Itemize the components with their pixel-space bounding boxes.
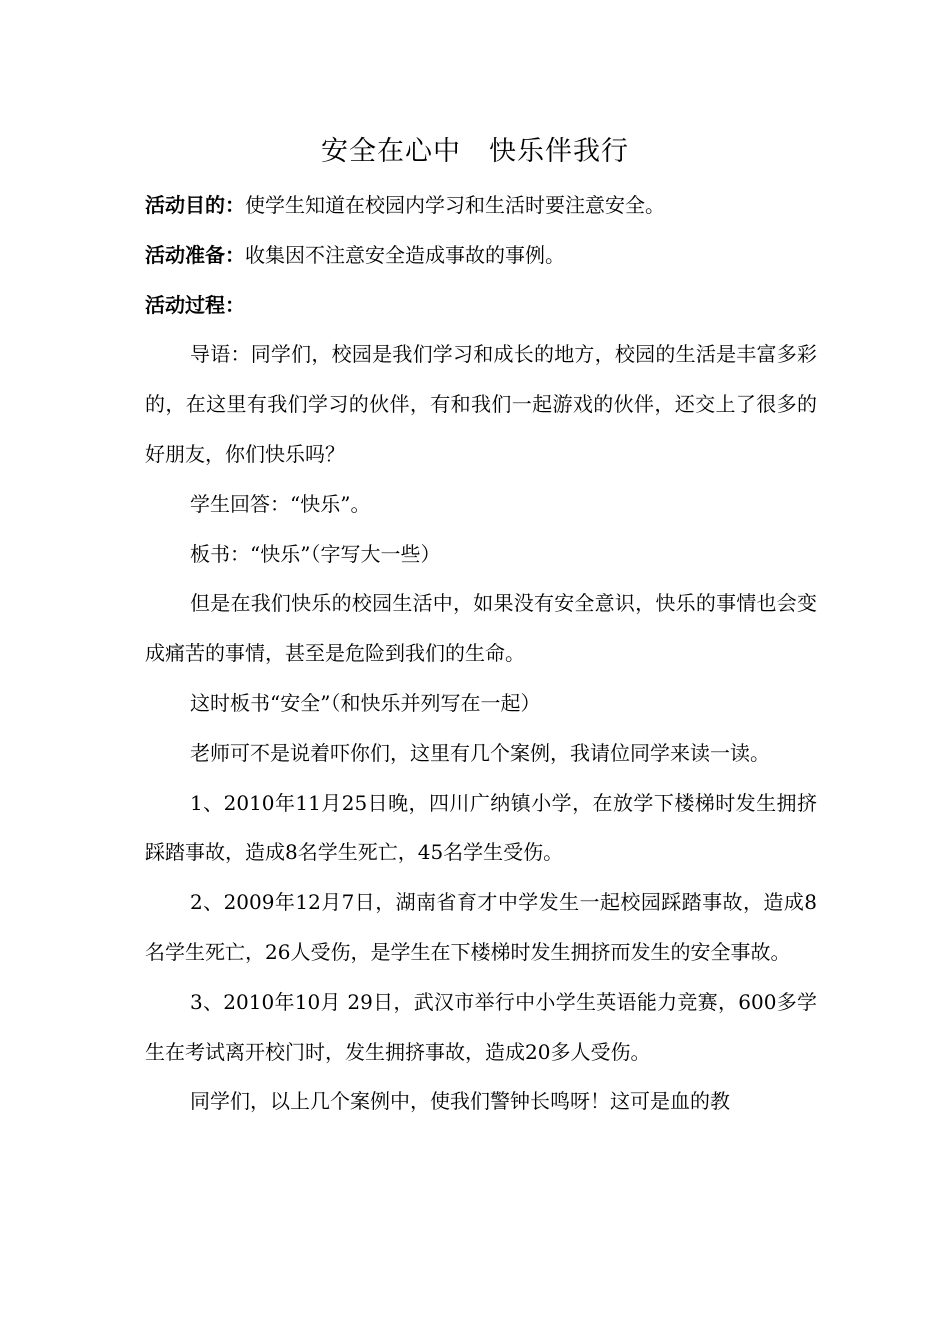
paragraph-case-3: 3、2010年10月 29日，武汉市举行中小学生英语能力竞赛，600多学生在考试离开校门时，发生拥挤事故，造成20多人受伤。 <box>145 989 817 1064</box>
document-title: 安全在心中 快乐伴我行 <box>321 136 629 167</box>
paragraph-board-happy: 板书：“快乐”（字写大一些） <box>190 541 441 566</box>
paragraph-safety-awareness: 但是在我们快乐的校园生活中，如果没有安全意识，快乐的事情也会变成痛苦的事情，甚至是危险到我们的生命。 <box>145 591 817 666</box>
preparation-label: 活动准备： <box>145 242 245 267</box>
paragraph-intro: 导语：同学们，校园是我们学习和成长的地方，校园的生活是丰富多彩的，在这里有我们学习的伙伴，有和我们一起游戏的伙伴，还交上了很多的好朋友，你们快乐吗？ <box>145 342 817 466</box>
purpose-line <box>145 181 817 231</box>
paragraph-case-1: 1、2010年11月25日晚，四川广纳镇小学，在放学下楼梯时发生拥挤踩踏事故，造成8名学生死亡，45名学生受伤。 <box>145 790 817 865</box>
document-body <box>145 181 817 1127</box>
preparation-text: 收集因不注意安全造成事故的事例。 <box>245 242 565 267</box>
preparation-line <box>145 231 817 281</box>
paragraph-case-2: 2、2009年12月7日，湖南省育才中学发生一起校园踩踏事故，造成8名学生死亡，26人受伤，是学生在下楼梯时发生拥挤而发生的安全事故。 <box>145 890 817 964</box>
paragraph-student-answer: 学生回答：“快乐”。 <box>190 491 371 516</box>
purpose-text: 使学生知道在校园内学习和生活时要注意安全。 <box>245 193 665 217</box>
process-label: 活动过程： <box>145 292 245 317</box>
paragraph-cases-intro: 老师可不是说着吓你们，这里有几个案例，我请位同学来读一读。 <box>190 740 770 765</box>
paragraph-board-safety: 这时板书“安全”（和快乐并列写在一起） <box>190 690 541 715</box>
paragraph-conclusion: 同学们，以上几个案例中，使我们警钟长鸣呀！这可是血的教 <box>190 1089 730 1114</box>
purpose-label: 活动目的： <box>145 193 245 217</box>
process-line <box>145 281 817 331</box>
